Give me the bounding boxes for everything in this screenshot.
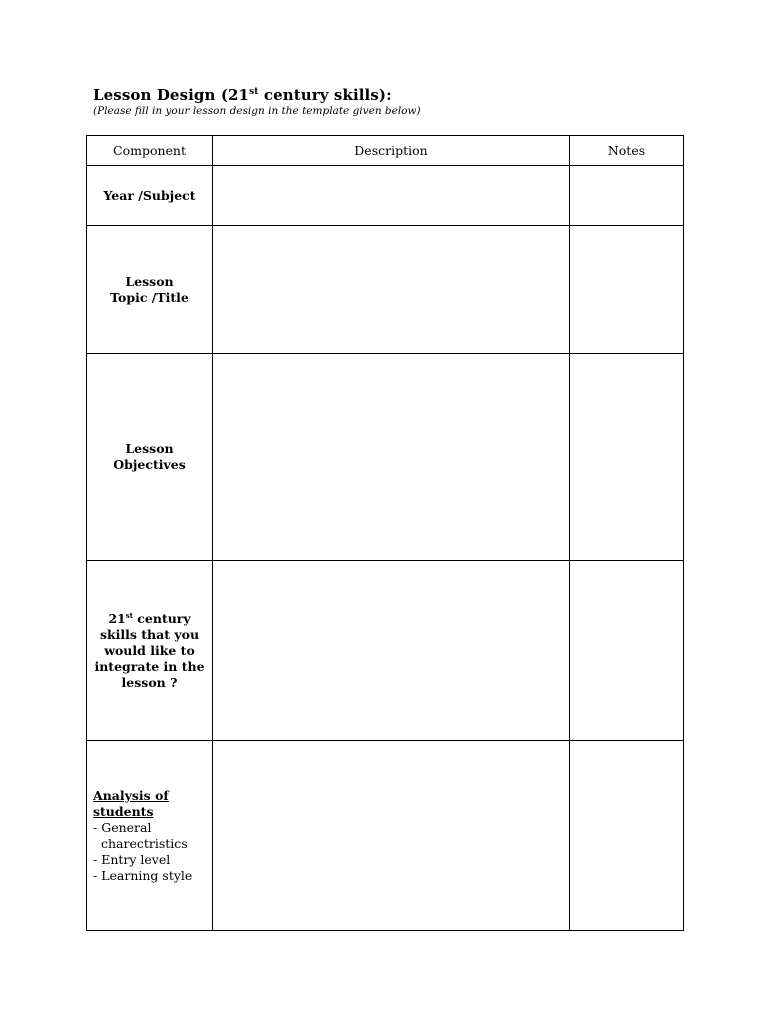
page-subtitle: (Please fill in your lesson design in the template given below)	[93, 105, 421, 117]
description-lesson-topic-cell[interactable]	[213, 226, 570, 354]
component-lesson-topic	[87, 226, 213, 354]
lesson-topic-line1: Lesson	[125, 273, 174, 289]
description-analysis-cell[interactable]	[213, 741, 570, 931]
table-row-lesson-topic	[87, 226, 684, 354]
notes-analysis-cell[interactable]	[570, 741, 684, 931]
table-row-lesson-objectives	[87, 354, 684, 561]
lesson-topic-line2: Topic /Title	[110, 289, 189, 305]
notes-lesson-topic-cell[interactable]	[570, 226, 684, 354]
skills-superscript: st	[125, 610, 133, 620]
lesson-objectives-line2: Objectives	[113, 457, 186, 472]
description-year-subject-cell[interactable]	[213, 166, 570, 226]
table-row-year-subject	[87, 166, 684, 226]
component-lesson-objectives	[87, 354, 213, 561]
lesson-objectives-line1: Lesson	[125, 441, 174, 456]
skills-number: 21	[108, 610, 126, 626]
notes-skills-cell[interactable]	[570, 561, 684, 741]
column-header-description: Description	[213, 136, 570, 166]
analysis-heading: Analysis of students	[93, 787, 169, 819]
table-header-row	[87, 136, 684, 166]
notes-year-subject-cell[interactable]	[570, 166, 684, 226]
page-title	[93, 86, 392, 104]
table-row-21st-century-skills	[87, 561, 684, 741]
column-header-notes: Notes	[570, 136, 684, 166]
component-year-subject: Year /Subject	[87, 166, 213, 226]
notes-lesson-objectives-cell[interactable]	[570, 354, 684, 561]
lesson-design-table	[86, 135, 684, 931]
list-item: - Learning style	[93, 868, 206, 884]
list-item: - Entry level	[93, 852, 206, 868]
analysis-list	[93, 820, 206, 884]
description-lesson-objectives-cell[interactable]	[213, 354, 570, 561]
table-row-analysis-of-students	[87, 741, 684, 931]
title-superscript: st	[249, 87, 259, 97]
column-header-component: Component	[87, 136, 213, 166]
component-21st-century-skills	[87, 561, 213, 741]
title-main: Lesson Design (21	[93, 86, 250, 104]
title-rest: century skills):	[258, 86, 392, 104]
skills-text: century skills that you would like to integrate in the lesson ?	[94, 610, 205, 690]
component-analysis-of-students	[87, 741, 213, 931]
list-item: - General charectristics	[93, 820, 206, 852]
description-skills-cell[interactable]	[213, 561, 570, 741]
